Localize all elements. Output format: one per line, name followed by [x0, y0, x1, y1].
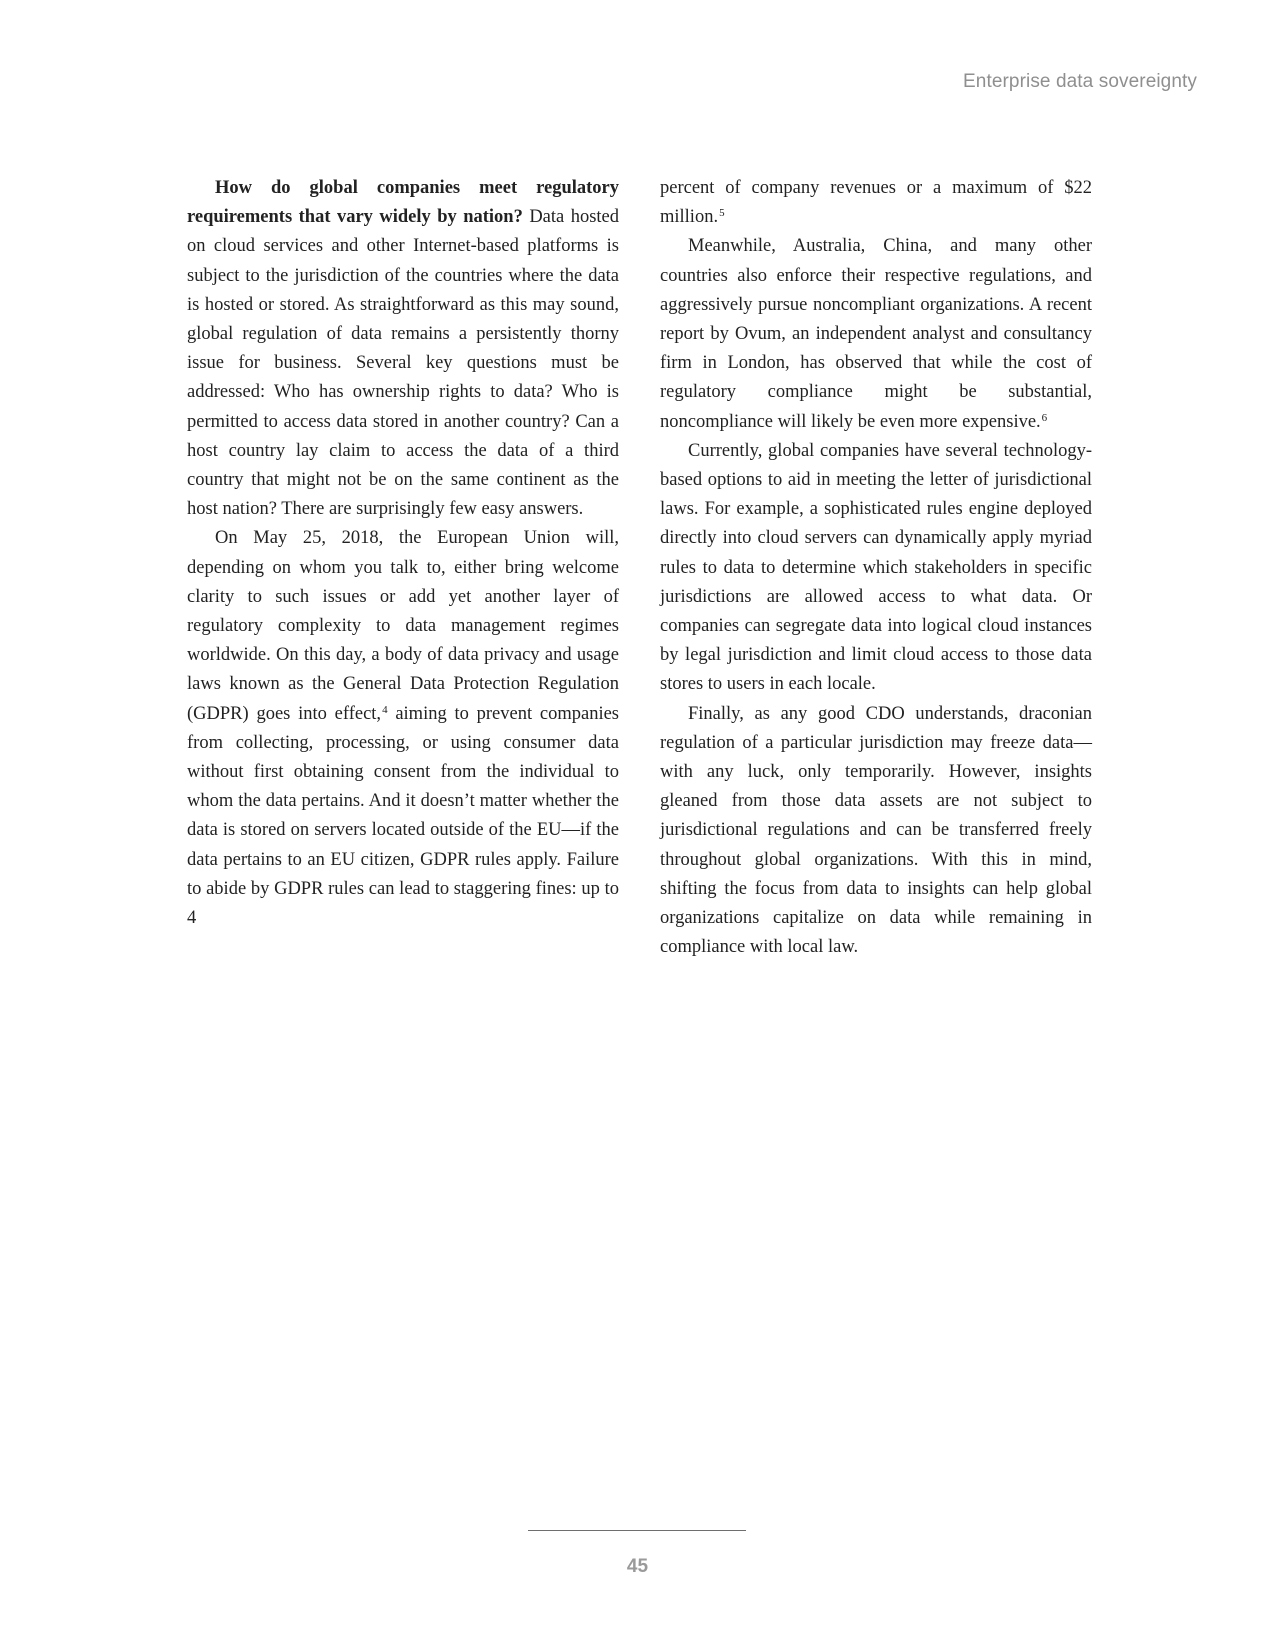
paragraph-text: aiming to prevent companies from collecting, processing, or using consumer data without first obtaining consent from the individual to whom the data pertains. And it doesn’t matter whether the data is stored on servers located outside of the EU—if the data pertains to an EU citizen, GDPR rules apply. Failure to abide by GDPR rules can lead to staggering fines: up to 4	[187, 703, 619, 929]
paragraph	[660, 700, 1092, 963]
paragraph-text: Data hosted on cloud services and other Internet-based platforms is subject to the jurisdiction of the countries where the data is hosted or stored. As straightforward as this may sound, global regulation of data remains a persistently thorny issue for business. Several key questions must be addressed: Who has ownership rights to data? Who is permitted to access data stored in another country? Can a host country lay claim to access the data of a third country that might not be on the same continent as the host nation? There are surprisingly few easy answers.	[187, 207, 619, 520]
footnote-ref[interactable]: 6	[1041, 411, 1048, 424]
paragraph-text: Meanwhile, Australia, China, and many other countries also enforce their respective regulations, and aggressively pursue noncompliant organizations. A recent report by Ovum, an independent analyst and consultancy firm in London, has observed that while the cost of regulatory compliance might be substantial, noncompliance will likely be even more expensive.	[660, 236, 1092, 432]
lead-question: How do global companies meet regulatory requirements that vary widely by nation?	[187, 178, 619, 228]
footnote-ref[interactable]: 5	[719, 207, 725, 220]
paragraph-text: Currently, global companies have several technology-based options to aid in meeting the letter of jurisdictional laws. For example, a sophisticated rules engine deployed directly into cloud servers can dynamically apply myriad rules to data to determine which stakeholders in specific jurisdictions are allowed access to what data. Or companies can segregate data into logical cloud instances by legal jurisdiction and limit cloud access to those data stores to users in each locale.	[660, 440, 1092, 695]
page-number: 45	[626, 1556, 649, 1577]
paragraph-continued	[660, 174, 1092, 232]
right-column	[660, 174, 1092, 962]
footer-divider	[528, 1530, 746, 1531]
paragraph-text: Finally, as any good CDO understands, draconian regulation of a particular jurisdiction may freeze data—with any luck, only temporarily. However, insights gleaned from those data assets are not subject to jurisdictional regulations and can be transferred freely throughout global organizations. With this in mind, shifting the focus from data to insights can help global organizations capitalize on data while remaining in compliance with local law.	[660, 703, 1092, 958]
paragraph	[187, 524, 619, 933]
paragraph-text: On May 25, 2018, the European Union will, depending on whom you talk to, either bring welcome clarity to such issues or add yet another layer of regulatory complexity to data management regimes worldwide. On this day, a body of data privacy and usage laws known as the General Data Protection Regulation (GDPR) goes into effect,	[187, 528, 619, 724]
left-column	[187, 174, 619, 933]
paragraph	[660, 232, 1092, 436]
paragraph	[660, 437, 1092, 700]
running-header: Enterprise data sovereignty	[963, 71, 1197, 92]
footnote-ref[interactable]: 4	[382, 703, 388, 716]
paragraph	[187, 174, 619, 524]
paragraph-text: percent of company revenues or a maximum of $22 million.	[660, 178, 1092, 228]
